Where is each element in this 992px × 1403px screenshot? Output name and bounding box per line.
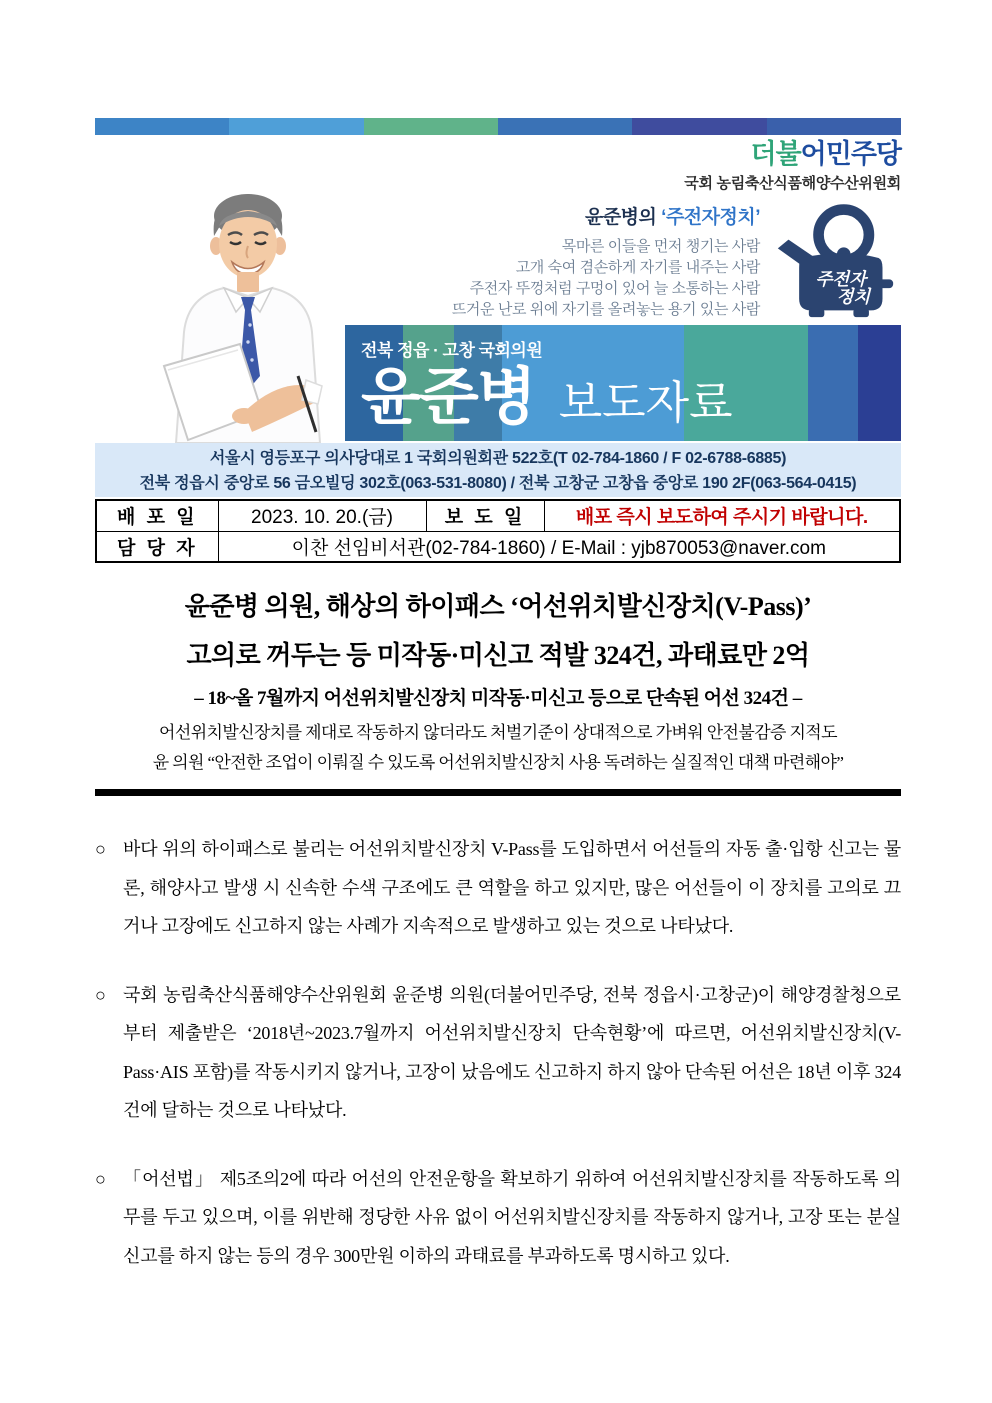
press-info-table — [95, 499, 901, 563]
contact-label: 담 당 자 — [96, 531, 218, 562]
slogan-line: 뜨거운 난로 위에 자기를 올려놓는 용기 있는 사람 — [451, 301, 760, 318]
member-photo — [148, 180, 348, 443]
subheads — [70, 684, 926, 778]
body-paragraphs — [95, 830, 901, 1305]
kettle-text-line2: 정치 — [836, 286, 871, 307]
committee-name: 국회 농림축산식품해양수산위원회 — [684, 175, 901, 192]
table-row — [96, 500, 900, 531]
office-address-strip — [95, 443, 901, 497]
press-banner — [345, 325, 901, 441]
circle-bullet-icon: ○ — [95, 984, 106, 1005]
subhead-dash-line: – 18~올 7월까지 어선위치발신장치 미작동·미신고 등으로 단속된 어선 324건 – — [194, 688, 802, 709]
kettle-text-line1: 주전자 — [815, 269, 867, 290]
color-bar-segment — [364, 118, 498, 135]
paragraph-text: 바다 위의 하이패스로 불리는 어선위치발신장치 V-Pass를 도입하면서 어선들의 자동 출·입항 신고는 물론, 해양사고 발생 시 신속한 수색 구조에도 큰 역할을 하고 있지만, 많은 어선들이 이 장치를 고의로 끄거나 고장에도 신고하지 않는 사례가 지속적으로 발생하고 있는 것으로 나타났다. — [123, 839, 901, 936]
headline — [70, 582, 926, 680]
slogan-title — [400, 202, 760, 229]
doc-type-label: 보도자료 — [558, 377, 733, 428]
body-paragraph — [95, 976, 901, 1130]
color-bar-segment — [498, 118, 632, 135]
subhead-line2: 어선위치발신장치를 제대로 작동하지 않더라도 처벌기준이 상대적으로 가벼워 안전불감증 지적도 — [159, 723, 837, 742]
color-bar-segment — [767, 118, 901, 135]
release-date-value: 2023. 10. 20.(금) — [218, 500, 426, 531]
banner-title — [361, 363, 901, 433]
slogan-line: 고개 숙여 겸손하게 자기를 내주는 사람 — [515, 259, 760, 276]
address-line-seoul: 서울시 영등포구 의사당대로 1 국회의원회관 522호(T 02-784-1860 / F 02-6788-6885) — [209, 450, 787, 467]
table-row — [96, 531, 900, 562]
color-bar-segment — [95, 118, 229, 135]
contact-value: 이찬 선임비서관(02-784-1860) / E-Mail : yjb870053@naver.com — [218, 531, 900, 562]
body-paragraph — [95, 830, 901, 946]
circle-bullet-icon: ○ — [95, 839, 106, 859]
kettle-politics-logo — [772, 197, 898, 323]
kettle-icon — [772, 197, 898, 323]
headline-line2: 고의로 꺼두는 등 미작동·미신고 적발 324건, 과태료만 2억 — [186, 641, 810, 670]
release-date-label: 배 포 일 — [96, 500, 218, 531]
report-date-value: 배포 즉시 보도하여 주시기 바랍니다. — [544, 500, 900, 531]
slogan-title-name: 윤준병의 — [584, 207, 662, 228]
paragraph-text: 국회 농림축산식품해양수산위원회 윤준병 의원(더불어민주당, 전북 정읍시·고창군)이 해양경찰청으로부터 제출받은 ‘2018년~2023.7월까지 어선위치발신장치 단속현황’에 따르면, 어선위치발신장치(V-Pass·AIS 포함)를 작동시키지 않거나, 고장이 났음에도 신고하지 하지 않아 단속된 어선은 18년 이후 324건에 달하는 것으로 나타났다. — [123, 984, 901, 1120]
slogan-line: 주전자 뚜껑처럼 구멍이 있어 늘 소통하는 사람 — [469, 280, 760, 297]
party-block — [684, 139, 901, 193]
subhead-quote-line: 윤 의원 “안전한 조업이 이뤄질 수 있도록 어선위치발신장치 사용 독려하는 실질적인 대책 마련해야” — [152, 753, 844, 772]
color-bar-segment — [229, 118, 363, 135]
color-bar-segment — [632, 118, 766, 135]
slogan-title-highlight: ‘주전자정치’ — [661, 207, 760, 228]
headline-line1: 윤준병 의원, 해상의 하이패스 ‘어선위치발신장치(V-Pass)’ — [184, 592, 812, 621]
slogan-line: 목마른 이들을 먼저 챙기는 사람 — [561, 238, 760, 255]
member-name: 윤준병 — [361, 363, 535, 432]
member-photo-illustration — [148, 180, 348, 443]
paragraph-text: 「어선법」 제5조의2에 따라 어선의 안전운항을 확보하기 위하여 어선위치발신장치를 작동하도록 의무를 두고 있으며, 이를 위반해 정당한 사유 없이 어선위치발신장치를 작동하지 않거나, 고장 또는 분실 신고를 하지 않는 등의 경우 300만원 이하의 과태료를 부과하도록 명시하고 있다. — [123, 1168, 901, 1266]
top-color-bar — [95, 118, 901, 135]
body-paragraph — [95, 1160, 901, 1276]
circle-bullet-icon: ○ — [95, 1168, 106, 1189]
party-logo-blue-part: 어민주당 — [800, 139, 901, 169]
address-line-jeonbuk: 전북 정읍시 중앙로 56 금오빌딩 302호(063-531-8080) / 전북 고창군 고창읍 중앙로 190 2F(063-564-0415) — [139, 475, 857, 492]
slogan-block — [400, 202, 760, 320]
double-rule-divider — [95, 789, 901, 796]
report-date-label: 보 도 일 — [426, 500, 544, 531]
district-label: 전북 정읍 · 고창 국회의원 — [361, 341, 543, 360]
party-logo — [684, 139, 901, 169]
party-logo-green-part: 더불 — [750, 139, 801, 169]
